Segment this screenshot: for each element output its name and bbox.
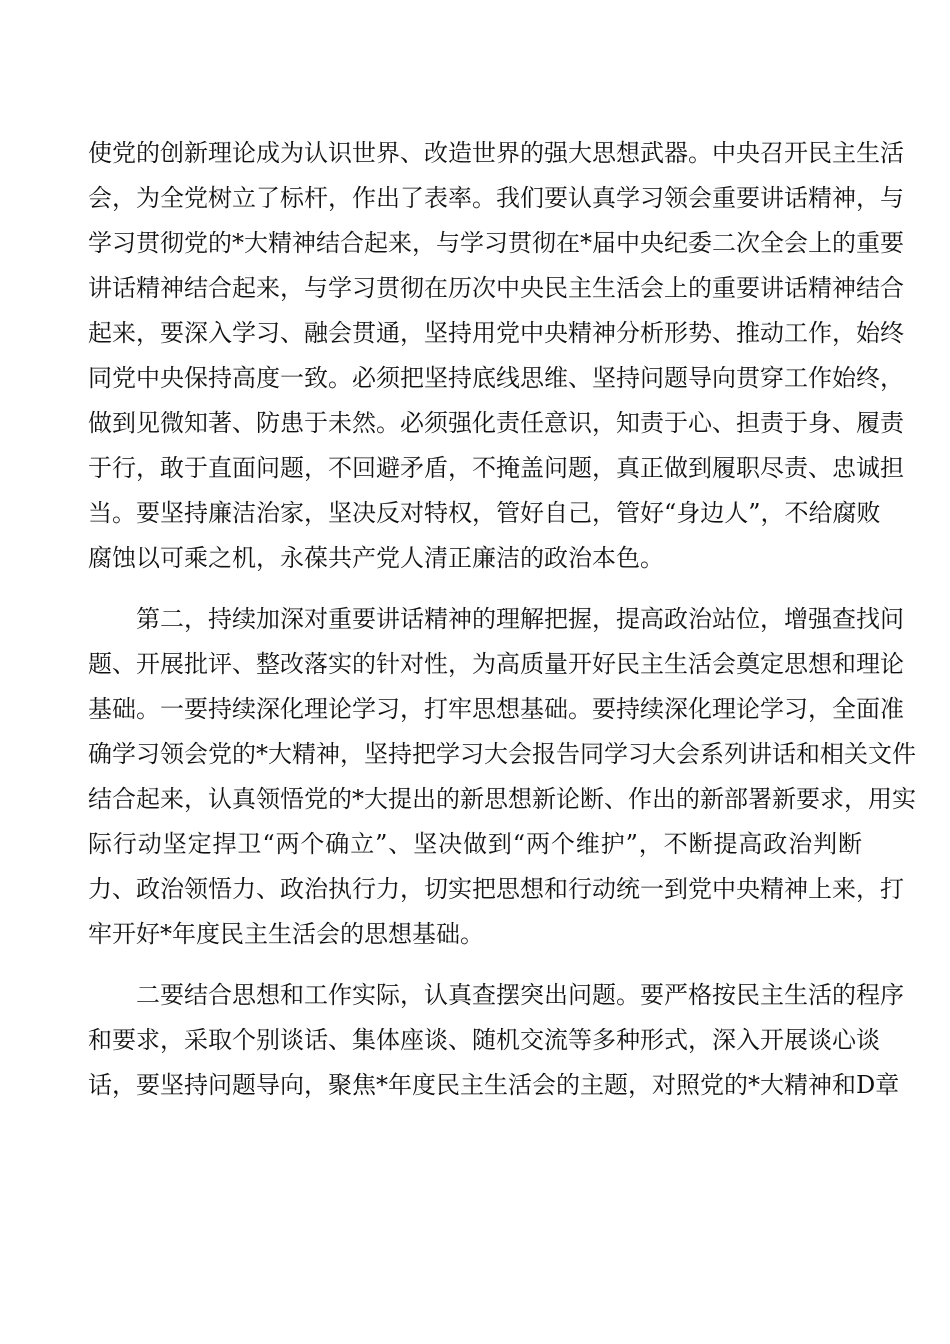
text-line: 使党的创新理论成为认识世界、改造世界的强大思想武器。中央召开民主生活 — [88, 139, 904, 167]
paragraph-spacer — [88, 957, 862, 973]
text-line: 做到见微知著、防患于未然。必须强化责任意识，知责于心、担责于身、履责 — [88, 409, 904, 437]
text-line: 结合起来，认真领悟党的*大提出的新思想新论断、作出的新部署新要求，用实 — [88, 785, 916, 813]
text-line: 际行动坚定捍卫“两个确立”、坚决做到“两个维护”，不断提高政治判断 — [88, 830, 862, 858]
text-line: 会，为全党树立了标杆，作出了表率。我们要认真学习领会重要讲话精神，与 — [88, 184, 904, 212]
text-line: 于行，敢于直面问题，不回避矛盾，不掩盖问题，真正做到履职尽责、忠诚担 — [88, 454, 904, 482]
text-line: 讲话精神结合起来，与学习贯彻在历次中央民主生活会上的重要讲话精神结合 — [88, 274, 904, 302]
text-line: 腐蚀以可乘之机，永葆共产党人清正廉洁的政治本色。 — [88, 544, 664, 572]
text-line: 话，要坚持问题导向，聚焦*年度民主生活会的主题，对照党的*大精神和D章 — [88, 1071, 900, 1099]
text-line: 同党中央保持高度一致。必须把坚持底线思维、坚持问题导向贯穿工作始终， — [88, 364, 904, 392]
text-line: 牢开好*年度民主生活会的思想基础。 — [88, 920, 484, 948]
text-line: 学习贯彻党的*大精神结合起来，与学习贯彻在*届中央纪委二次全会上的重要 — [88, 229, 904, 257]
text-line: 和要求，采取个别谈话、集体座谈、随机交流等多种形式，深入开展谈心谈 — [88, 1026, 880, 1054]
text-line: 确学习领会党的*大精神，坚持把学习大会报告同学习大会系列讲话和相关文件 — [88, 740, 916, 768]
text-line: 基础。一要持续深化理论学习，打牢思想基础。要持续深化理论学习，全面准 — [88, 695, 904, 723]
document-body — [88, 131, 916, 1108]
paragraph-3 — [88, 973, 904, 1108]
text-line: 二要结合思想和工作实际，认真查摆突出问题。要严格按民主生活的程序 — [88, 981, 904, 1009]
paragraph-2 — [88, 597, 916, 957]
paragraph-1 — [88, 131, 904, 581]
text-line: 力、政治领悟力、政治执行力，切实把思想和行动统一到党中央精神上来，打 — [88, 875, 904, 903]
text-line: 第二，持续加深对重要讲话精神的理解把握，提高政治站位，增强查找问 — [88, 605, 904, 633]
text-line: 当。要坚持廉洁治家，坚决反对特权，管好自己，管好“身边人”，不给腐败 — [88, 499, 881, 527]
text-line: 起来，要深入学习、融会贯通，坚持用党中央精神分析形势、推动工作，始终 — [88, 319, 904, 347]
paragraph-spacer — [88, 581, 862, 597]
text-line: 题、开展批评、整改落实的针对性，为高质量开好民主生活会奠定思想和理论 — [88, 650, 904, 678]
